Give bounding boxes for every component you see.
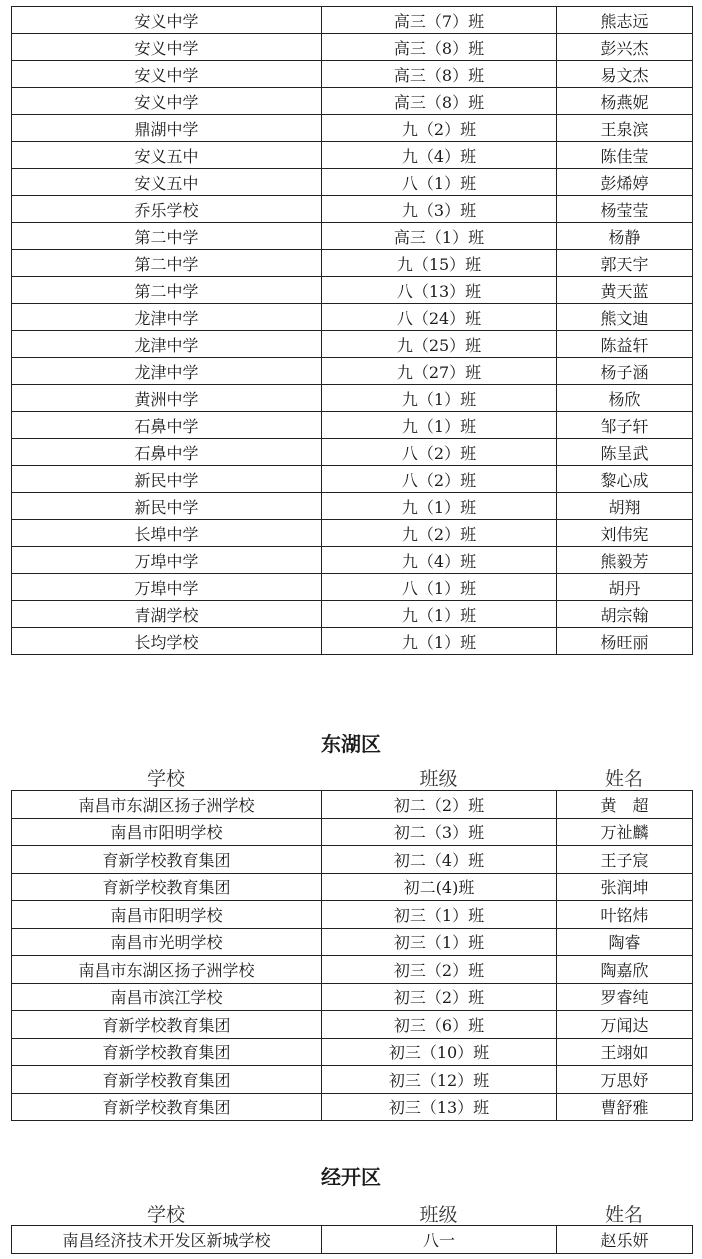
student-name-cell: 陈益轩: [557, 331, 693, 358]
school-cell: 南昌经济技术开发区新城学校: [12, 1226, 322, 1254]
student-name-cell: 万思妤: [557, 1066, 693, 1094]
student-name-cell: 邹子轩: [557, 412, 693, 439]
class-cell: 八一: [322, 1226, 557, 1254]
class-cell: 九（4）班: [322, 547, 557, 574]
school-cell: 安义中学: [12, 88, 322, 115]
student-name-cell: 王泉滨: [557, 115, 693, 142]
student-name-cell: 郭天宇: [557, 250, 693, 277]
student-name-cell: 胡翔: [557, 493, 693, 520]
table-row: [12, 846, 693, 874]
school-cell: 安义中学: [12, 7, 322, 34]
table-row: [12, 439, 693, 466]
header-name: 姓名: [604, 768, 643, 790]
school-cell: 石鼻中学: [12, 412, 322, 439]
table-row: [12, 169, 693, 196]
class-cell: 八（2）班: [322, 466, 557, 493]
class-cell: 初三（6）班: [322, 1011, 557, 1039]
student-name-cell: 胡丹: [557, 574, 693, 601]
class-cell: 高三（8）班: [322, 61, 557, 88]
class-cell: 九（15）班: [322, 250, 557, 277]
school-cell: 育新学校教育集团: [12, 846, 322, 874]
table-row: [12, 385, 693, 412]
table-row: [12, 928, 693, 956]
table-row: [12, 901, 693, 929]
school-cell: 第二中学: [12, 223, 322, 250]
class-cell: 九（4）班: [322, 142, 557, 169]
class-cell: 九（27）班: [322, 358, 557, 385]
school-cell: 长均学校: [12, 628, 322, 655]
student-name-cell: 陈佳莹: [557, 142, 693, 169]
student-name-cell: 陶嘉欣: [557, 956, 693, 984]
table-row: [12, 115, 693, 142]
school-cell: 南昌市阳明学校: [12, 901, 322, 929]
student-name-cell: 万祉麟: [557, 818, 693, 846]
table-row: [12, 304, 693, 331]
student-name-cell: 张润坤: [557, 873, 693, 901]
student-name-cell: 熊毅芳: [557, 547, 693, 574]
class-cell: 高三（8）班: [322, 88, 557, 115]
student-name-cell: 杨旺丽: [557, 628, 693, 655]
class-cell: 八（24）班: [322, 304, 557, 331]
table-header-jingkai: [11, 1200, 692, 1227]
class-cell: 九（1）班: [322, 385, 557, 412]
class-cell: 初三（13）班: [322, 1093, 557, 1121]
student-name-cell: 曹舒雅: [557, 1093, 693, 1121]
school-cell: 安义五中: [12, 142, 322, 169]
school-cell: 安义五中: [12, 169, 322, 196]
table-row: [12, 1226, 693, 1254]
student-name-cell: 彭烯婷: [557, 169, 693, 196]
table-row: [12, 956, 693, 984]
school-cell: 第二中学: [12, 277, 322, 304]
school-cell: 长埠中学: [12, 520, 322, 547]
section-title-donghu: 东湖区: [321, 732, 381, 756]
school-cell: 万埠中学: [12, 547, 322, 574]
school-cell: 安义中学: [12, 61, 322, 88]
table-row: [12, 1011, 693, 1039]
school-cell: 石鼻中学: [12, 439, 322, 466]
student-table-donghu: [11, 790, 693, 1121]
student-name-cell: 黄天蓝: [557, 277, 693, 304]
header-class: 班级: [419, 1204, 458, 1226]
class-cell: 高三（7）班: [322, 7, 557, 34]
class-cell: 初二(4)班: [322, 873, 557, 901]
student-name-cell: 陶睿: [557, 928, 693, 956]
table-row: [12, 1066, 693, 1094]
student-name-cell: 彭兴杰: [557, 34, 693, 61]
class-cell: 九（1）班: [322, 412, 557, 439]
school-cell: 南昌市东湖区扬子洲学校: [12, 956, 322, 984]
student-name-cell: 刘伟宪: [557, 520, 693, 547]
table-row: [12, 601, 693, 628]
school-cell: 育新学校教育集团: [12, 1093, 322, 1121]
table-row: [12, 61, 693, 88]
school-cell: 南昌市滨江学校: [12, 983, 322, 1011]
class-cell: 九（25）班: [322, 331, 557, 358]
school-cell: 安义中学: [12, 34, 322, 61]
table-row: [12, 34, 693, 61]
school-cell: 新民中学: [12, 466, 322, 493]
student-table-top: [11, 6, 693, 655]
school-cell: 新民中学: [12, 493, 322, 520]
table-row: [12, 196, 693, 223]
student-name-cell: 罗睿纯: [557, 983, 693, 1011]
class-cell: 八（13）班: [322, 277, 557, 304]
table-row: [12, 250, 693, 277]
student-name-cell: 杨子涵: [557, 358, 693, 385]
class-cell: 初二（4）班: [322, 846, 557, 874]
class-cell: 初三（2）班: [322, 983, 557, 1011]
student-name-cell: 万闻达: [557, 1011, 693, 1039]
class-cell: 初三（1）班: [322, 901, 557, 929]
school-cell: 南昌市阳明学校: [12, 818, 322, 846]
class-cell: 高三（1）班: [322, 223, 557, 250]
table-row: [12, 7, 693, 34]
table-row: [12, 1038, 693, 1066]
student-name-cell: 叶铭炜: [557, 901, 693, 929]
header-school: 学校: [146, 768, 185, 790]
table-header-donghu: [11, 764, 692, 791]
student-name-cell: 易文杰: [557, 61, 693, 88]
table-row: [12, 873, 693, 901]
school-cell: 南昌市光明学校: [12, 928, 322, 956]
class-cell: 九（2）班: [322, 115, 557, 142]
school-cell: 南昌市东湖区扬子洲学校: [12, 791, 322, 819]
student-name-cell: 杨燕妮: [557, 88, 693, 115]
student-name-cell: 黄 超: [557, 791, 693, 819]
table-row: [12, 493, 693, 520]
school-cell: 青湖学校: [12, 601, 322, 628]
table-row: [12, 791, 693, 819]
student-name-cell: 陈呈武: [557, 439, 693, 466]
student-name-cell: 熊志远: [557, 7, 693, 34]
class-cell: 初二（3）班: [322, 818, 557, 846]
student-table-jingkai: [11, 1225, 693, 1254]
student-name-cell: 黎心成: [557, 466, 693, 493]
header-class: 班级: [419, 768, 458, 790]
table-row: [12, 412, 693, 439]
school-cell: 鼎湖中学: [12, 115, 322, 142]
student-name-cell: 王子宸: [557, 846, 693, 874]
student-name-cell: 杨静: [557, 223, 693, 250]
student-name-cell: 杨莹莹: [557, 196, 693, 223]
table-row: [12, 818, 693, 846]
table-row: [12, 628, 693, 655]
table-row: [12, 223, 693, 250]
student-name-cell: 杨欣: [557, 385, 693, 412]
school-cell: 龙津中学: [12, 304, 322, 331]
class-cell: 九（1）班: [322, 493, 557, 520]
school-cell: 育新学校教育集团: [12, 873, 322, 901]
student-name-cell: 赵乐妍: [557, 1226, 693, 1254]
table-row: [12, 574, 693, 601]
class-cell: 高三（8）班: [322, 34, 557, 61]
school-cell: 龙津中学: [12, 331, 322, 358]
table-row: [12, 983, 693, 1011]
class-cell: 初三（12）班: [322, 1066, 557, 1094]
school-cell: 第二中学: [12, 250, 322, 277]
school-cell: 育新学校教育集团: [12, 1038, 322, 1066]
class-cell: 初二（2）班: [322, 791, 557, 819]
class-cell: 九（1）班: [322, 601, 557, 628]
table-row: [12, 277, 693, 304]
school-cell: 万埠中学: [12, 574, 322, 601]
class-cell: 九（2）班: [322, 520, 557, 547]
class-cell: 初三（10）班: [322, 1038, 557, 1066]
class-cell: 八（2）班: [322, 439, 557, 466]
table-row: [12, 88, 693, 115]
class-cell: 八（1）班: [322, 169, 557, 196]
table-row: [12, 358, 693, 385]
student-name-cell: 王翊如: [557, 1038, 693, 1066]
table-row: [12, 520, 693, 547]
school-cell: 乔乐学校: [12, 196, 322, 223]
header-name: 姓名: [604, 1204, 643, 1226]
class-cell: 初三（2）班: [322, 956, 557, 984]
class-cell: 初三（1）班: [322, 928, 557, 956]
school-cell: 黄洲中学: [12, 385, 322, 412]
student-name-cell: 胡宗翰: [557, 601, 693, 628]
header-school: 学校: [146, 1204, 185, 1226]
school-cell: 龙津中学: [12, 358, 322, 385]
school-cell: 育新学校教育集团: [12, 1011, 322, 1039]
school-cell: 育新学校教育集团: [12, 1066, 322, 1094]
table-row: [12, 547, 693, 574]
class-cell: 八（1）班: [322, 574, 557, 601]
table-row: [12, 466, 693, 493]
table-row: [12, 331, 693, 358]
table-row: [12, 1093, 693, 1121]
class-cell: 九（1）班: [322, 628, 557, 655]
class-cell: 九（3）班: [322, 196, 557, 223]
student-name-cell: 熊文迪: [557, 304, 693, 331]
section-title-jingkai: 经开区: [321, 1165, 381, 1189]
table-row: [12, 142, 693, 169]
